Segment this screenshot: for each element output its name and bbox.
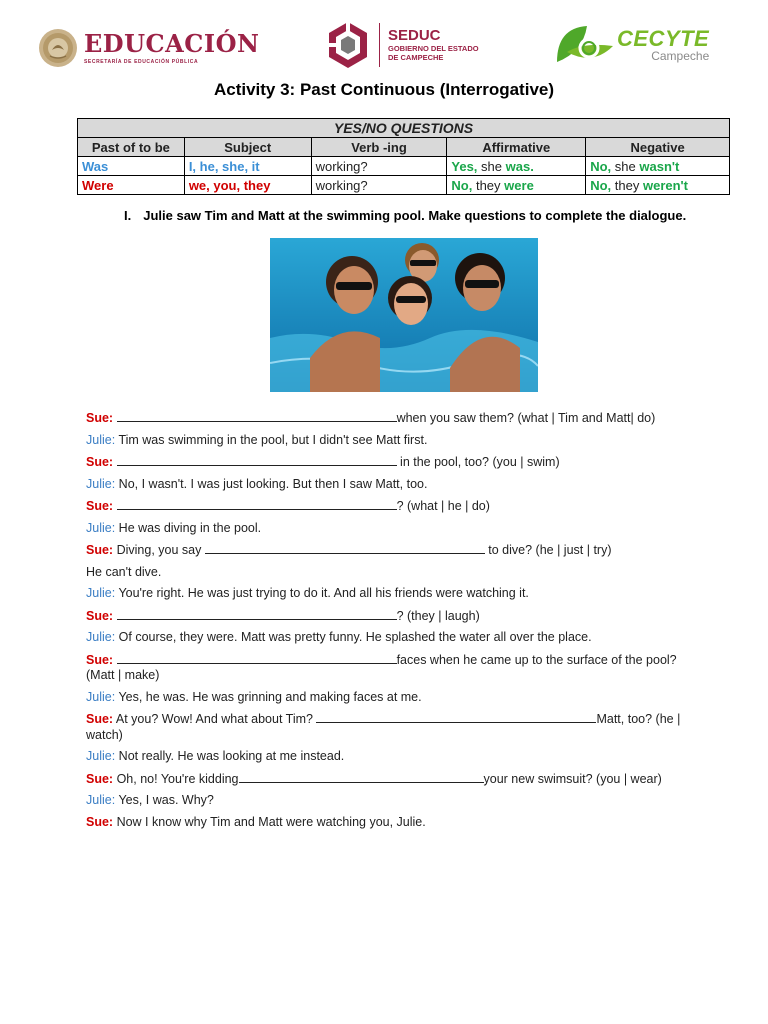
table-caption-row xyxy=(78,119,730,138)
verb-cell: working? xyxy=(311,157,447,176)
answer-word: No, xyxy=(590,158,612,174)
line-text: Of course, they were. Matt was pretty funny. He splashed the water all over the place. xyxy=(118,630,592,644)
speaker-sue: Sue: xyxy=(86,608,114,623)
answer-blank[interactable] xyxy=(205,542,485,554)
page-title: Activity 3: Past Continuous (Interrogative) xyxy=(213,80,555,99)
verb-cell: working? xyxy=(311,176,447,195)
negative-cell xyxy=(586,176,730,195)
grammar-table xyxy=(77,118,730,195)
seduc-logo xyxy=(325,20,479,70)
speaker-julie: Julie: xyxy=(86,793,116,807)
line-text: Now I know why Tim and Matt were watching you, Julie. xyxy=(116,814,426,829)
line-text: Yes, he was. He was grinning and making faces at me. xyxy=(118,689,422,704)
exercise-number: I. xyxy=(124,208,132,223)
dialogue-line xyxy=(86,498,706,515)
column-header: Affirmative xyxy=(447,138,586,157)
dialogue-line xyxy=(86,565,706,581)
answer-subject: they xyxy=(614,177,640,193)
line-text: Not really. He was looking at me instead. xyxy=(118,749,345,763)
seduc-title: SEDUC xyxy=(388,27,441,44)
cecyte-subtitle: Campeche xyxy=(651,49,710,63)
speaker-julie: Julie: xyxy=(86,586,116,600)
answer-verb: wasn't xyxy=(639,158,680,174)
table-caption: YES/NO QUESTIONS xyxy=(78,119,730,138)
table-row xyxy=(78,176,730,195)
line-text: Tim was swimming in the pool, but I didn't see Matt first. xyxy=(118,432,428,447)
speaker-julie: Julie: xyxy=(86,432,116,447)
dialogue-line xyxy=(86,477,706,493)
speaker-julie: Julie: xyxy=(86,520,116,535)
negative-cell xyxy=(586,157,730,176)
cecyte-leaf-icon xyxy=(553,22,615,68)
speaker-sue: Sue: xyxy=(86,712,114,726)
answer-blank[interactable] xyxy=(239,771,484,783)
education-title: EDUCACIÓN xyxy=(84,29,260,58)
line-text: in the pool, too? (you | swim) xyxy=(396,455,560,469)
line-text: Diving, you say xyxy=(116,543,205,557)
answer-blank[interactable] xyxy=(117,454,397,466)
pool-photo xyxy=(270,238,538,392)
answer-subject: they xyxy=(475,177,501,193)
education-logo xyxy=(38,26,259,70)
dialogue-line xyxy=(86,771,706,788)
dialogue-line xyxy=(86,815,706,831)
line-text: At you? Wow! And what about Tim? xyxy=(115,712,317,726)
speaker-julie: Julie: xyxy=(86,630,116,644)
answer-subject: she xyxy=(614,158,636,174)
line-text: Matt, too? (he | watch) xyxy=(86,712,681,742)
dialogue xyxy=(86,410,706,836)
dialogue-line xyxy=(86,608,706,625)
dialogue-line xyxy=(86,793,706,809)
answer-verb: weren't xyxy=(642,177,688,193)
dialogue-line xyxy=(86,454,706,471)
answer-blank[interactable] xyxy=(117,608,397,620)
answer-blank[interactable] xyxy=(316,711,596,723)
mexico-seal-icon xyxy=(38,26,78,70)
dialogue-line xyxy=(86,586,706,602)
line-text: to dive? (he | just | try) xyxy=(484,543,612,557)
subject-cell: I, he, she, it xyxy=(184,157,311,176)
answer-word: Yes, xyxy=(451,158,478,174)
answer-word: No, xyxy=(451,177,473,193)
column-header: Past of to be xyxy=(78,138,185,157)
dialogue-line xyxy=(86,521,706,537)
past-to-be-cell: Was xyxy=(78,157,185,176)
speaker-julie: Julie: xyxy=(86,749,116,763)
dialogue-line xyxy=(86,690,706,706)
speaker-sue: Sue: xyxy=(86,771,114,786)
exercise-text: Julie saw Tim and Matt at the swimming pool. Make questions to complete the dialogue. xyxy=(143,208,687,223)
cecyte-logo xyxy=(553,22,709,68)
column-header: Verb -ing xyxy=(311,138,447,157)
subject-cell: we, you, they xyxy=(184,176,311,195)
answer-word: No, xyxy=(590,177,612,193)
line-text: Oh, no! You're kidding xyxy=(116,771,239,786)
seduc-line-1: GOBIERNO DEL ESTADO xyxy=(388,44,479,53)
line-text: Yes, I was. Why? xyxy=(118,793,214,807)
table-header-row xyxy=(78,138,730,157)
answer-blank[interactable] xyxy=(117,410,397,422)
answer-subject: she xyxy=(481,158,503,174)
affirmative-cell xyxy=(447,176,586,195)
dialogue-line xyxy=(86,630,706,646)
education-subtitle: SECRETARÍA DE EDUCACIÓN PÚBLICA xyxy=(84,59,199,65)
answer-blank[interactable] xyxy=(117,652,397,664)
line-text: ? (they | laugh) xyxy=(396,608,480,623)
speaker-julie: Julie: xyxy=(86,476,116,491)
line-text: He was diving in the pool. xyxy=(118,520,262,535)
speaker-sue: Sue: xyxy=(86,499,114,513)
speaker-sue: Sue: xyxy=(86,543,114,557)
line-text: faces when he came up to the surface of the pool? (Matt | make) xyxy=(86,652,677,682)
speaker-sue: Sue: xyxy=(86,814,114,829)
past-to-be-cell: Were xyxy=(78,176,185,195)
line-text: No, I wasn't. I was just looking. But then I saw Matt, too. xyxy=(118,476,428,491)
line-text: ? (what | he | do) xyxy=(396,499,490,513)
dialogue-line xyxy=(86,433,706,449)
answer-verb: was. xyxy=(505,158,534,174)
column-header: Subject xyxy=(184,138,311,157)
friends-pool-image-icon xyxy=(270,238,538,392)
seduc-divider xyxy=(379,23,380,67)
line-text: He can't dive. xyxy=(86,564,162,579)
seduc-emblem-icon xyxy=(325,20,371,70)
speaker-julie: Julie: xyxy=(86,689,116,704)
answer-blank[interactable] xyxy=(117,498,397,510)
dialogue-line xyxy=(86,711,706,743)
line-text: when you saw them? (what | Tim and Matt| do) xyxy=(396,411,656,425)
dialogue-line xyxy=(86,652,706,684)
speaker-sue: Sue: xyxy=(86,455,114,469)
line-text: You're right. He was just trying to do it. And all his friends were watching it. xyxy=(118,586,529,600)
line-text: your new swimsuit? (you | wear) xyxy=(483,771,662,786)
speaker-sue: Sue: xyxy=(86,411,114,425)
exercise-instruction xyxy=(124,208,686,223)
table-row xyxy=(78,157,730,176)
page-header xyxy=(0,0,768,80)
speaker-sue: Sue: xyxy=(86,652,114,667)
answer-verb: were xyxy=(504,177,534,193)
seduc-line-2: DE CAMPECHE xyxy=(388,53,444,62)
affirmative-cell xyxy=(447,157,586,176)
dialogue-line xyxy=(86,749,706,765)
cecyte-title: CECYTE xyxy=(617,26,710,51)
column-header: Negative xyxy=(586,138,730,157)
dialogue-line xyxy=(86,542,706,559)
dialogue-line xyxy=(86,410,706,427)
